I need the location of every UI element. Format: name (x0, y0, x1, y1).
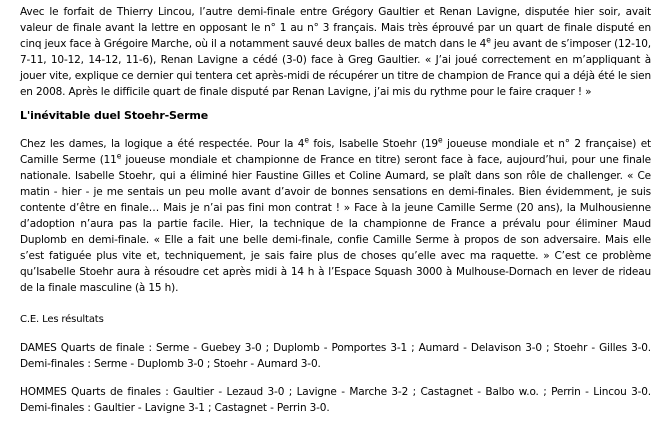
paragraph-intro (20, 4, 651, 100)
ordinal-suffix: e (486, 35, 491, 45)
paragraph-dames-text-d: joueuse mondiale et championne de France en titre) seront face à face, aujourd’hui, pour une finale nationale. Isabelle Stoehr, qui a éliminé hier Faustine Gilles et Coline Aumard, se plaît dans son rôle de challenger. « Ce matin - hier - je me sentais un peu molle avant d’avoir de bonnes sensations en demi-finales. Bien évidemment, je suis contente d’être en finale… Mais je n’ai pas fini mon contrat ! » Face à la jeune Camille Serme (20 ans), la Mulhousienne d’adoption n’aura pas la partie facile. Hier, la technique de la championne de France a prévalu pour éliminer Maud Duplomb en demi-finale. « Elle a fait une belle demi-finale, confie Camille Serme à propos de son adversaire. Mais elle s’est fatiguée plus vite et, techniquement, je sais faire plus de choses qu’elle avec ma raquette. » C’est ce problème qu’Isabelle Stoehr aura à résoudre cet après midi à 14 h à l’Espace Squash 3000 à Mulhouse-Dornach en lever de rideau de la finale masculine (à 15 h). (20, 154, 651, 294)
ordinal-suffix: e (116, 151, 122, 161)
section-heading: L'inévitable duel Stoehr-Serme (20, 109, 209, 122)
results-hommes: HOMMES Quarts de finales : Gaultier - Lezaud 3-0 ; Lavigne - Marche 3-2 ; Castagnet - Balbo w.o. ; Perrin - Lincou 3-0. Demi-finales : Gaultier - Lavigne 3-1 ; Castagnet - Perrin 3-0. (20, 386, 651, 414)
paragraph-dames-text-a: Chez les dames, la logique a été respectée. Pour la 4 (20, 138, 305, 150)
paragraph-dames (20, 136, 651, 296)
results-section (20, 340, 651, 416)
paragraph-intro-text-b: jeu avant de s’imposer (12-10, 7-11, 10-12, 14-12, 11-6), Renan Lavigne a cédé (3-0) face à Greg Gaultier. « J’ai joué correctement en m’appliquant à jouer vite, explique ce dernier qui tentera cet après-midi de récupérer un titre de champion de France qui a déjà été le sien en 2008. Après le difficile quart de finale disputé par Renan Lavigne, j’ai mis du rythme pour le faire craquer ! » (20, 38, 651, 98)
ordinal-suffix: e (437, 135, 443, 145)
author-credit: C.E. Les résultats (20, 314, 104, 325)
paragraph-dames-text-b: fois, Isabelle Stoehr (19 (308, 138, 438, 150)
results-dames: DAMES Quarts de finale : Serme - Guebey 3-0 ; Duplomb - Pomportes 3-1 ; Aumard - Delavison 3-0 ; Stoehr - Gilles 3-0. Demi-finales : Serme - Duplomb 3-0 ; Stoehr - Aumard 3-0. (20, 342, 651, 370)
paragraph-dames-text-c: joueuse mondiale et n° 2 française) et Camille Serme (11 (20, 138, 651, 166)
ordinal-suffix: e (304, 135, 309, 145)
paragraph-intro-text-a: Avec le forfait de Thierry Lincou, l’autre demi-finale entre Grégory Gaultier et Renan Lavigne, disputée hier soir, avait valeur de finale avant la lettre en opposant le n° 1 au n° 3 français. Mais très éprouvé par un quart de finale disputé en cinq jeux face à Grégoire Marche, où il a notamment sauvé deux balles de match dans le 4 (20, 6, 651, 50)
